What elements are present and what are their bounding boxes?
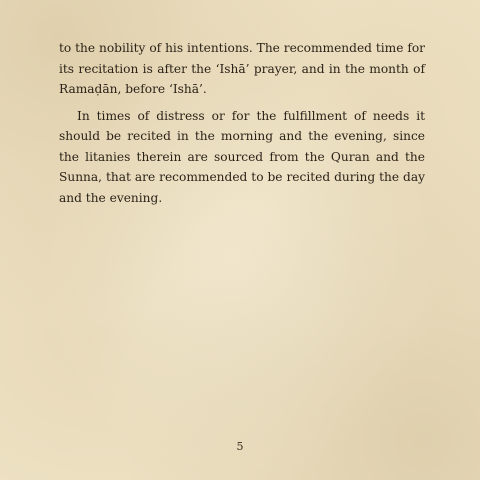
page-number: 5	[236, 440, 244, 453]
body-text	[59, 38, 425, 208]
paragraph-continued: to the nobility of his intentions. The recommended time for its recitation is after the ‘Ishā’ prayer, and in the month of Ramaḍān, before ‘Ishā’.	[59, 41, 425, 96]
paragraph: In times of distress or for the fulfillment of needs it should be recited in the morning and the evening, since the litanies therein are sourced from the Quran and the Sunna, that are recommended to be recited during the day and the evening.	[59, 108, 425, 205]
